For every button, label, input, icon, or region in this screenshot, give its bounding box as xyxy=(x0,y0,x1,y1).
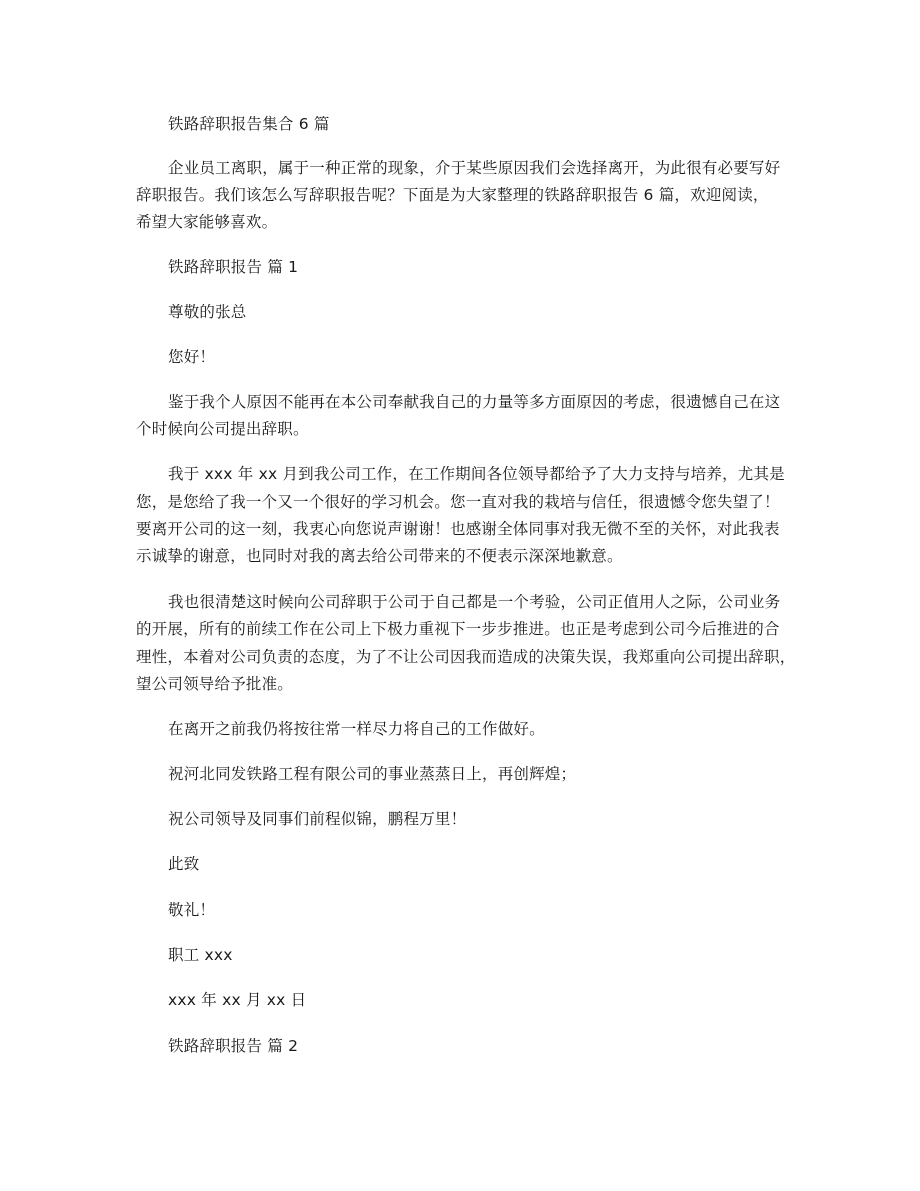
para3-line-4: 望公司领导给予批准。 xyxy=(136,675,294,693)
para2-line-4: 示诚挚的谢意，也同时对我的离去给公司带来的不便表示深深地歉意。 xyxy=(136,547,623,565)
para2-line-3: 要离开公司的这一刻，我衷心向您说声谢谢！也感谢全体同事对我无微不至的关怀，对此我表 xyxy=(136,520,780,538)
para1-line-1: 鉴于我个人原因不能再在本公司奉献我自己的力量等多方面原因的考虑，很遗憾自己在这 xyxy=(168,393,781,411)
intro-line-2: 辞职报告。我们该怎么写辞职报告呢？下面是为大家整理的铁路辞职报告 6 篇，欢迎阅读， xyxy=(136,186,769,204)
document-title: 铁路辞职报告集合 6 篇 xyxy=(168,115,330,133)
para3-line-3: 理性，本着对公司负责的态度，为了不让公司因我而造成的决策失误，我郑重向公司提出辞职， xyxy=(136,648,796,666)
para2-line-1: 我于 xxx 年 xx 月到我公司工作，在工作期间各位领导都给予了大力支持与培养，尤其是 xyxy=(168,465,785,483)
para4: 在离开之前我仍将按往常一样尽力将自己的工作做好。 xyxy=(168,720,545,738)
para3-line-2: 的开展，所有的前续工作在公司上下极力重视下一步步推进。也正是考虑到公司今后推进的合 xyxy=(136,620,780,638)
section-heading-1: 铁路辞职报告 篇 1 xyxy=(168,258,299,276)
signature: 职工 xxx xyxy=(168,946,233,964)
closing-line-2: 敬礼！ xyxy=(168,901,216,919)
para2-line-2: 您，是您给了我一个又一个很好的学习机会。您一直对我的栽培与信任，很遗憾令您失望了！ xyxy=(136,493,780,511)
intro-line-3: 希望大家能够喜欢。 xyxy=(136,213,278,231)
wish-line-2: 祝公司领导及同事们前程似锦，鹏程万里！ xyxy=(168,810,467,828)
para3-line-1: 我也很清楚这时候向公司辞职于公司于自己都是一个考验，公司正值用人之际，公司业务 xyxy=(168,593,781,611)
salutation: 尊敬的张总 xyxy=(168,303,247,321)
para1-line-2: 个时候向公司提出辞职。 xyxy=(136,420,309,438)
closing-line-1: 此致 xyxy=(168,855,200,873)
date: xxx 年 xx 月 xx 日 xyxy=(168,991,307,1009)
greeting: 您好！ xyxy=(168,348,216,366)
section-heading-2: 铁路辞职报告 篇 2 xyxy=(168,1037,299,1055)
wish-line-1: 祝河北同发铁路工程有限公司的事业蒸蒸日上，再创辉煌； xyxy=(168,765,577,783)
intro-line-1: 企业员工离职，属于一种正常的现象，介于某些原因我们会选择离开，为此很有必要写好 xyxy=(168,159,781,177)
